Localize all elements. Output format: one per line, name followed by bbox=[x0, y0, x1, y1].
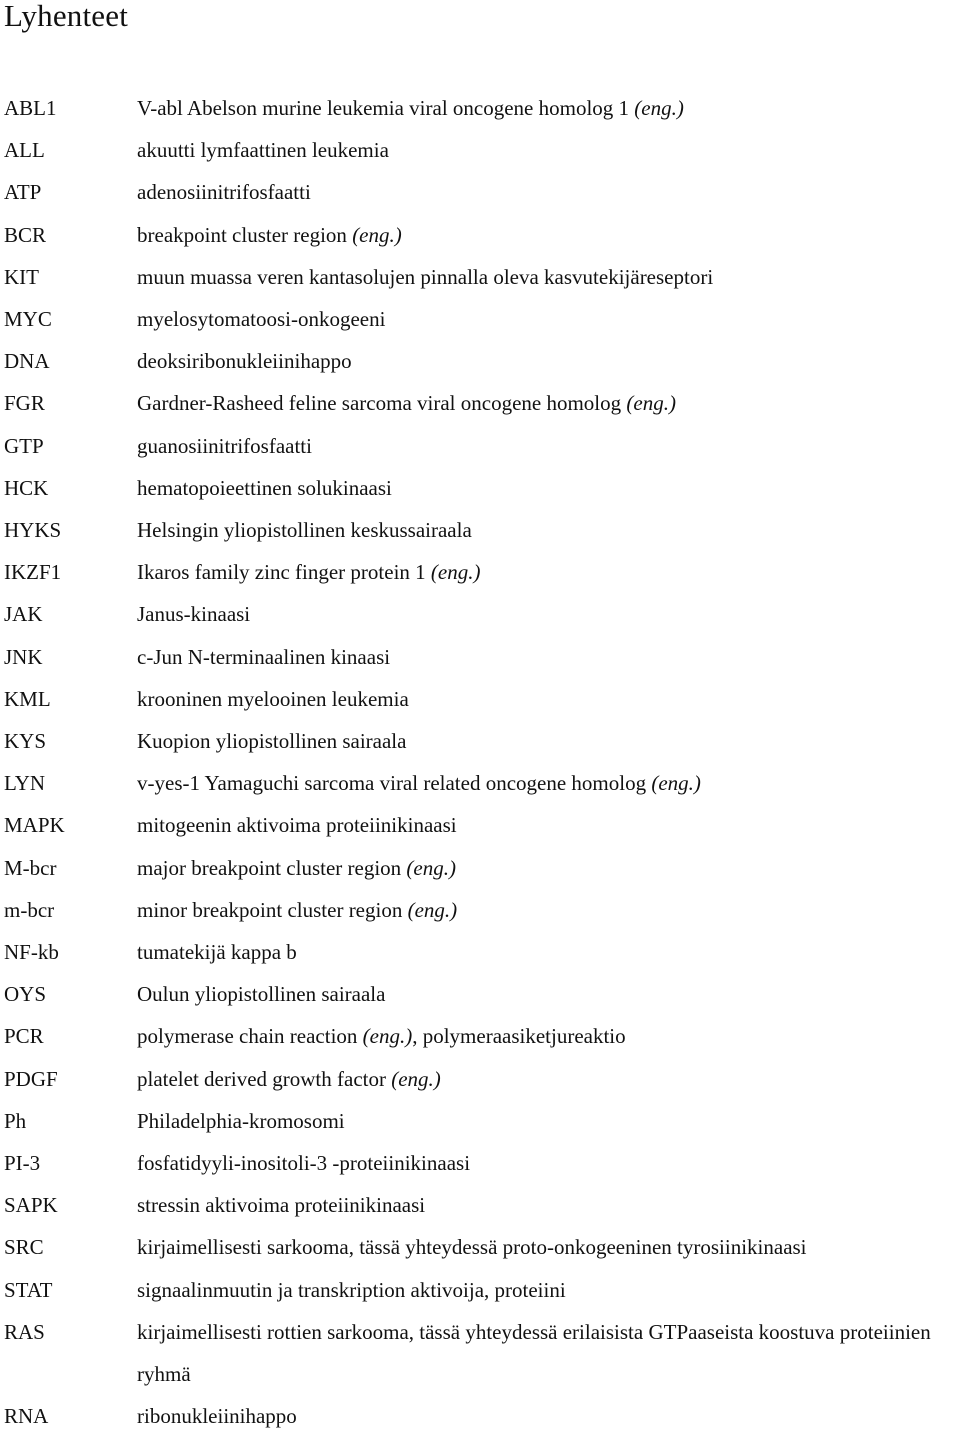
abbreviation-term: BCR bbox=[4, 222, 47, 247]
abbreviation-definition bbox=[137, 509, 960, 551]
abbreviation-row bbox=[4, 509, 960, 551]
abbreviation-definition bbox=[137, 762, 960, 804]
abbreviation-row bbox=[4, 973, 960, 1015]
abbreviation-term: HYKS bbox=[4, 518, 62, 543]
definition-text: deoksiribonukleiinihappo bbox=[137, 349, 352, 374]
abbreviation-definition bbox=[137, 1058, 960, 1100]
abbreviation-row bbox=[4, 467, 960, 509]
abbreviation-row bbox=[4, 171, 960, 213]
abbreviation-row bbox=[4, 298, 960, 340]
english-marker: (eng.) bbox=[391, 1066, 441, 1091]
abbreviation-definition bbox=[137, 1311, 960, 1395]
abbreviation-row bbox=[4, 804, 960, 846]
english-marker: (eng.) bbox=[430, 560, 481, 585]
abbreviation-term: KIT bbox=[4, 264, 39, 289]
definition-text: platelet derived growth factor bbox=[137, 1066, 392, 1091]
abbreviation-row bbox=[4, 847, 960, 889]
abbreviation-row bbox=[4, 1226, 960, 1268]
english-marker: (eng.) bbox=[626, 391, 676, 416]
abbreviation-row bbox=[4, 129, 960, 171]
abbreviation-definition bbox=[137, 1142, 960, 1184]
abbreviation-term: KYS bbox=[4, 729, 47, 754]
definition-text: hematopoieettinen solukinaasi bbox=[137, 475, 392, 500]
definition-text: Oulun yliopistollinen sairaala bbox=[137, 982, 386, 1007]
definition-text: Kuopion yliopistollinen sairaala bbox=[137, 729, 407, 754]
english-marker: (eng.) bbox=[651, 771, 701, 796]
abbreviation-definition bbox=[137, 382, 960, 424]
definition-text: c-Jun N-terminaalinen kinaasi bbox=[137, 644, 391, 669]
abbreviation-definition bbox=[137, 551, 960, 593]
abbreviation-term: PDGF bbox=[4, 1066, 58, 1091]
abbreviation-definition bbox=[137, 847, 960, 889]
abbreviation-row bbox=[4, 425, 960, 467]
abbreviation-definition bbox=[137, 1184, 960, 1226]
abbreviation-definition bbox=[137, 804, 960, 846]
abbreviation-term: NF-kb bbox=[4, 940, 59, 965]
definition-text: Janus-kinaasi bbox=[137, 602, 251, 627]
abbreviation-row bbox=[4, 593, 960, 635]
abbreviation-row bbox=[4, 382, 960, 424]
abbreviation-definition bbox=[137, 129, 960, 171]
abbreviation-row bbox=[4, 762, 960, 804]
definition-text: tumatekijä kappa b bbox=[137, 940, 297, 965]
abbreviation-definition bbox=[137, 1226, 960, 1268]
abbreviation-definition bbox=[137, 1395, 960, 1437]
abbreviation-row bbox=[4, 636, 960, 678]
abbreviation-term: ALL bbox=[4, 138, 45, 163]
definition-text: akuutti lymfaattinen leukemia bbox=[137, 138, 389, 163]
definition-text: krooninen myelooinen leukemia bbox=[137, 686, 409, 711]
abbreviation-term: ATP bbox=[4, 180, 42, 205]
definition-suffix: , polymeraasiketjureaktio bbox=[412, 1024, 626, 1049]
definition-text: Ikaros family zinc finger protein 1 bbox=[137, 560, 431, 585]
page-title: Lyhenteet bbox=[4, 0, 129, 33]
abbreviation-term: JAK bbox=[4, 602, 43, 627]
abbreviation-definition bbox=[137, 1269, 960, 1311]
definition-text: myelosytomatoosi-onkogeeni bbox=[137, 307, 386, 332]
abbreviation-row bbox=[4, 340, 960, 382]
abbreviation-term: RNA bbox=[4, 1404, 49, 1429]
abbreviation-definition bbox=[137, 931, 960, 973]
abbreviation-term: MAPK bbox=[4, 813, 65, 838]
abbreviation-definition bbox=[137, 593, 960, 635]
abbreviation-term: HCK bbox=[4, 475, 49, 500]
definition-text: adenosiinitrifosfaatti bbox=[137, 180, 311, 205]
abbreviation-list bbox=[4, 87, 960, 1438]
definition-text: Gardner-Rasheed feline sarcoma viral oncogene homolog bbox=[137, 391, 627, 416]
abbreviation-row bbox=[4, 1395, 960, 1437]
definition-text: polymerase chain reaction bbox=[137, 1024, 363, 1049]
abbreviation-definition bbox=[137, 340, 960, 382]
definition-text: kirjaimellisesti sarkooma, tässä yhteydessä proto-onkogeeninen tyrosiinikinaasi bbox=[137, 1235, 807, 1260]
abbreviation-row bbox=[4, 1269, 960, 1311]
abbreviation-definition bbox=[137, 720, 960, 762]
definition-text: mitogeenin aktivoima proteiinikinaasi bbox=[137, 813, 457, 838]
abbreviation-term: IKZF1 bbox=[4, 560, 62, 585]
definition-text: major breakpoint cluster region bbox=[137, 855, 407, 880]
abbreviation-row bbox=[4, 931, 960, 973]
abbreviation-term: STAT bbox=[4, 1277, 53, 1302]
abbreviation-term: ABL1 bbox=[4, 96, 57, 120]
definition-text: stressin aktivoima proteiinikinaasi bbox=[137, 1193, 426, 1218]
abbreviation-row bbox=[4, 551, 960, 593]
abbreviation-definition bbox=[137, 256, 960, 298]
abbreviation-definition bbox=[137, 467, 960, 509]
abbreviation-definition bbox=[137, 678, 960, 720]
abbreviation-definition bbox=[137, 87, 960, 129]
abbreviation-row bbox=[4, 1100, 960, 1142]
abbreviation-definition bbox=[137, 1100, 960, 1142]
definition-text: signaalinmuutin ja transkription aktivoija, proteiini bbox=[137, 1277, 566, 1302]
abbreviation-term: DNA bbox=[4, 349, 50, 374]
abbreviation-definition bbox=[137, 171, 960, 213]
definition-text: v-yes-1 Yamaguchi sarcoma viral related oncogene homolog bbox=[137, 771, 652, 796]
abbreviation-row bbox=[4, 1311, 960, 1395]
abbreviation-row bbox=[4, 1058, 960, 1100]
abbreviation-term: PI-3 bbox=[4, 1151, 41, 1176]
abbreviation-term: GTP bbox=[4, 433, 44, 458]
abbreviation-term: m-bcr bbox=[4, 897, 55, 922]
abbreviation-definition bbox=[137, 973, 960, 1015]
english-marker: (eng.) bbox=[634, 96, 684, 120]
abbreviation-definition bbox=[137, 425, 960, 467]
abbreviation-term: Ph bbox=[4, 1108, 27, 1133]
definition-text: kirjaimellisesti rottien sarkooma, tässä yhteydessä erilaisista GTPaaseista koostuva proteiinien ryhmä bbox=[137, 1319, 931, 1387]
abbreviation-term: OYS bbox=[4, 982, 47, 1007]
abbreviation-definition bbox=[137, 214, 960, 256]
abbreviation-definition bbox=[137, 1015, 960, 1057]
abbreviation-row bbox=[4, 1142, 960, 1184]
abbreviation-term: PCR bbox=[4, 1024, 44, 1049]
definition-text: ribonukleiinihappo bbox=[137, 1404, 297, 1429]
english-marker: (eng.) bbox=[406, 855, 456, 880]
definition-text: Helsingin yliopistollinen keskussairaala bbox=[137, 518, 472, 543]
abbreviation-definition bbox=[137, 298, 960, 340]
abbreviation-definition bbox=[137, 889, 960, 931]
abbreviation-row bbox=[4, 1015, 960, 1057]
abbreviation-row bbox=[4, 720, 960, 762]
abbreviation-row bbox=[4, 1184, 960, 1226]
definition-text: guanosiinitrifosfaatti bbox=[137, 433, 312, 458]
definition-text: minor breakpoint cluster region bbox=[137, 897, 408, 922]
abbreviation-term: MYC bbox=[4, 307, 52, 332]
abbreviation-term: M-bcr bbox=[4, 855, 57, 880]
abbreviation-term: SAPK bbox=[4, 1193, 58, 1218]
english-marker: (eng.) bbox=[362, 1024, 413, 1049]
abbreviation-definition bbox=[137, 636, 960, 678]
english-marker: (eng.) bbox=[352, 222, 402, 247]
definition-text: muun muassa veren kantasolujen pinnalla oleva kasvutekijäreseptori bbox=[137, 264, 714, 289]
abbreviation-term: KML bbox=[4, 686, 51, 711]
definition-text: breakpoint cluster region bbox=[137, 222, 353, 247]
abbreviation-row bbox=[4, 889, 960, 931]
definition-text: V-abl Abelson murine leukemia viral oncogene homolog 1 bbox=[137, 96, 635, 120]
abbreviation-term: JNK bbox=[4, 644, 43, 669]
abbreviation-term: FGR bbox=[4, 391, 45, 416]
abbreviation-term: SRC bbox=[4, 1235, 44, 1260]
abbreviation-row bbox=[4, 678, 960, 720]
abbreviation-row bbox=[4, 256, 960, 298]
abbreviation-term: LYN bbox=[4, 771, 46, 796]
english-marker: (eng.) bbox=[407, 897, 458, 922]
abbreviation-term: RAS bbox=[4, 1319, 45, 1344]
abbreviation-row bbox=[4, 87, 960, 129]
definition-text: fosfatidyyli-inositoli-3 -proteiinikinaasi bbox=[137, 1151, 471, 1176]
abbreviation-row bbox=[4, 214, 960, 256]
definition-text: Philadelphia-kromosomi bbox=[137, 1108, 345, 1133]
